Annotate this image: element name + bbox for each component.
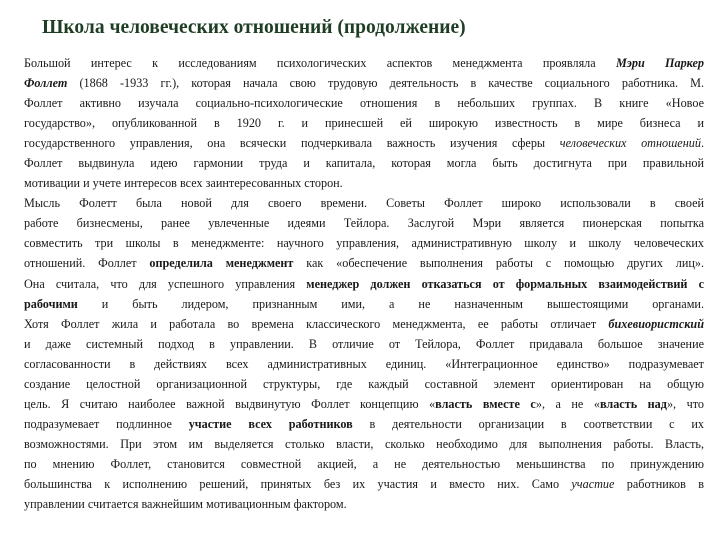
slide-body-text bbox=[24, 53, 704, 514]
text-line bbox=[24, 494, 704, 514]
text-segment: », а не « bbox=[535, 396, 600, 411]
text-line bbox=[24, 454, 704, 474]
text-line bbox=[24, 294, 704, 314]
text-line bbox=[24, 374, 704, 394]
text-segment: Она считала, что для успешного управления bbox=[24, 276, 307, 291]
emphasized-text: Фоллет bbox=[24, 76, 68, 91]
text-line bbox=[24, 173, 704, 193]
emphasized-text: власть вместе с bbox=[435, 396, 536, 411]
text-segment: возможностями. При этом им выделяется столько власти, сколько необходимо для выполнения работы. Власть, bbox=[24, 436, 704, 451]
text-segment: Хотя Фоллет жила и работала во времена классического менеджмента, ее работы отличает bbox=[24, 316, 609, 331]
emphasized-text: Мэри Паркер bbox=[615, 56, 704, 70]
text-line bbox=[24, 414, 704, 434]
text-line bbox=[24, 153, 704, 173]
text-line bbox=[24, 213, 704, 233]
text-segment: Большой интерес к исследованиям психологических аспектов менеджмента проявляла bbox=[24, 56, 616, 70]
text-segment: и быть лидером, признанным ими, а не назначенным вышестоящими органами. bbox=[77, 296, 704, 311]
text-line bbox=[24, 474, 704, 494]
text-line bbox=[24, 253, 704, 273]
text-line bbox=[24, 354, 704, 374]
text-segment: . bbox=[700, 136, 704, 151]
emphasized-text: менеджер должен отказаться от формальных взаимодействий с bbox=[306, 276, 704, 291]
text-segment: и даже системный подход в управлении. В отличие от Тейлора, Фоллет придавала большое значение bbox=[24, 336, 704, 351]
text-segment: работе бизнесмены, ранее увлеченные идеями Тейлора. Заслугой Мэри является пионерская попытка bbox=[24, 216, 704, 231]
text-line bbox=[24, 314, 704, 334]
text-segment: Мысль Фолетт была новой для своего времени. Советы Фоллет широко использовали в своей bbox=[24, 196, 704, 211]
text-segment: цель. Я считаю наиболее важной выдвинутую Фоллет концепцию « bbox=[24, 396, 436, 411]
text-line bbox=[24, 93, 704, 113]
text-segment: отношений. Фоллет bbox=[24, 256, 150, 271]
text-segment: в деятельности организации в соответствии с их bbox=[352, 416, 704, 431]
emphasized-text: участие всех работников bbox=[188, 416, 353, 431]
text-segment: Фоллет активно изучала социально-психологические отношения в небольших группах. В книге «Новое bbox=[24, 96, 704, 111]
text-segment: по мнению Фоллет, становится совместной акцией, а не деятельностью меньшинства по принуждению bbox=[24, 456, 704, 471]
text-segment: », что bbox=[666, 396, 704, 411]
emphasized-text: бихевиористский bbox=[608, 316, 704, 331]
text-line bbox=[24, 233, 704, 253]
text-line bbox=[24, 133, 704, 153]
text-segment: подразумевает подлинное bbox=[24, 416, 189, 431]
emphasized-text: участие bbox=[571, 476, 615, 491]
text-segment: (1868 -1933 гг.), которая начала свою трудовую деятельность в качестве социального работника. М. bbox=[67, 76, 704, 91]
text-segment: государство», опубликованной в 1920 г. и принесшей ей широкую известность в мире бизнеса и bbox=[24, 116, 704, 131]
text-segment: Фоллет выдвинула идею гармонии труда и капитала, которая могла быть достигнута при правильной bbox=[24, 156, 704, 171]
text-segment: как «обеспечение выполнения работы с помощью других лиц». bbox=[293, 256, 705, 271]
text-line bbox=[24, 53, 704, 73]
text-segment: согласованности в действиях всех административных единиц. «Интеграционное единство» подразумевает bbox=[24, 356, 704, 371]
text-line bbox=[24, 394, 704, 414]
emphasized-text: человеческих отношений bbox=[559, 136, 701, 151]
slide-title: Школа человеческих отношений (продолжение) bbox=[42, 17, 466, 38]
text-segment: государственного управления, она всячески подчеркивала важность изучения сферы bbox=[24, 136, 560, 151]
text-line bbox=[24, 73, 704, 93]
emphasized-text: власть над bbox=[599, 396, 667, 411]
text-line bbox=[24, 434, 704, 454]
text-segment: работников в bbox=[614, 476, 704, 491]
emphasized-text: рабочими bbox=[24, 296, 78, 311]
text-segment: создание целостной организационной структуры, где каждый составной элемент ориентирован на общую bbox=[24, 376, 704, 391]
text-line bbox=[24, 193, 704, 213]
text-segment: управлении считается важнейшим мотивационным фактором. bbox=[24, 497, 347, 512]
text-line bbox=[24, 334, 704, 354]
emphasized-text: определила менеджмент bbox=[149, 256, 294, 271]
text-segment: мотивации и учете интересов всех заинтересованных сторон. bbox=[24, 176, 343, 191]
text-segment: совместить три школы в менеджменте: научного управления, административную школу и школу человеческих bbox=[24, 236, 704, 251]
text-line bbox=[24, 113, 704, 133]
text-line bbox=[24, 274, 704, 294]
text-segment: большинства к исполнению решений, принятых без их участия и вместо них. Само bbox=[24, 476, 572, 491]
